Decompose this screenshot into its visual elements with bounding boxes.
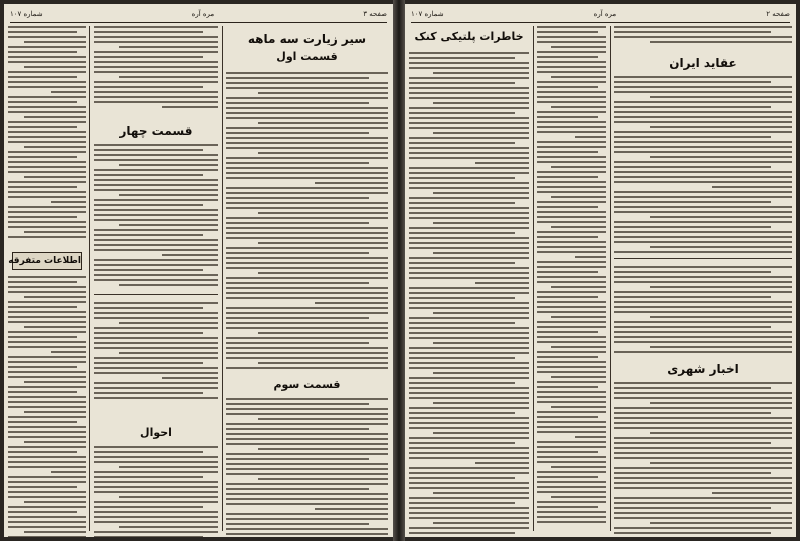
section-rule	[94, 294, 218, 295]
text-block	[94, 144, 218, 289]
left-page	[4, 4, 393, 537]
text-block	[226, 72, 388, 372]
heading-aghayed: عقاید ایران	[669, 56, 737, 70]
text-block	[614, 266, 792, 356]
right-page-number: صفحه ۲	[766, 10, 790, 18]
text-block	[614, 76, 792, 256]
left-issue-number: شماره ۱۰۷	[10, 10, 43, 18]
heading-akhbar: اخبار شهری	[667, 362, 739, 376]
right-masthead: مره آره	[593, 10, 617, 18]
section-rule	[614, 258, 792, 259]
text-block	[8, 276, 86, 537]
text-block	[537, 26, 606, 526]
right-column-d	[409, 26, 529, 531]
page-gutter	[393, 0, 405, 541]
left-masthead: مره آره	[191, 10, 215, 18]
left-page-number: صفحه ۳	[363, 10, 387, 18]
heading-sevom: قسمت سوم	[273, 378, 341, 391]
left-running-head	[10, 10, 387, 23]
right-running-head	[411, 10, 790, 23]
text-block	[94, 302, 218, 402]
column-rule	[610, 26, 611, 531]
right-column-e	[537, 26, 606, 531]
column-rule	[89, 26, 90, 531]
text-block	[614, 382, 792, 537]
text-block	[94, 26, 218, 111]
column-rule	[222, 26, 223, 531]
right-column-f	[614, 26, 792, 531]
heading-khaterat: خاطرات پلتیکی کنک	[414, 30, 524, 43]
heading-ettelaat: اطلاعات متفرقه	[12, 252, 82, 270]
left-column-a	[8, 26, 86, 531]
text-block	[226, 398, 388, 537]
heading-sabeh-sub: قسمت اول	[276, 50, 338, 63]
heading-sabeh: سیر زیارت سه ماهه	[247, 32, 367, 46]
right-issue-number: شماره ۱۰۷	[411, 10, 444, 18]
text-block	[8, 26, 86, 241]
text-block	[614, 26, 792, 46]
left-column-c	[226, 26, 388, 531]
left-column-b	[94, 26, 218, 531]
heading-aval: احوال	[140, 426, 172, 439]
heading-chahar: قسمت چهار	[119, 124, 193, 138]
text-block	[94, 446, 218, 537]
column-rule	[533, 26, 534, 531]
right-page	[405, 4, 796, 537]
text-block	[409, 52, 529, 537]
